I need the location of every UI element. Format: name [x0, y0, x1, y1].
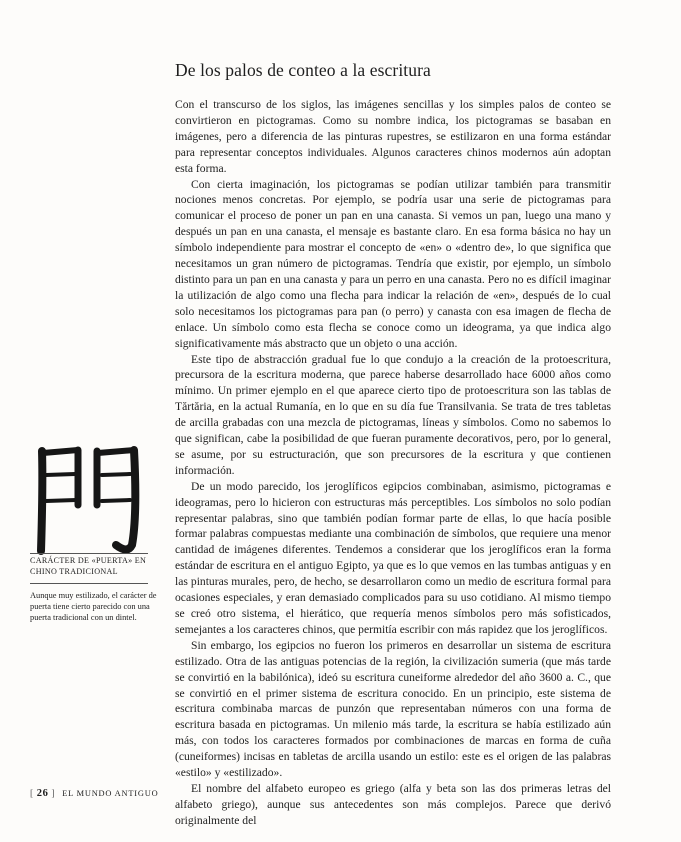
caption-divider	[30, 553, 148, 554]
paragraph: Con cierta imaginación, los pictogramas se podían utilizar también para transmitir nociones menos concretas. Por ejemplo, se podría usar una serie de pictogramas para comunicar el proceso de poner un pan en una canasta. Si vemos un pan, luego una mano y después un pan en una canasta, el mensaje es bastante claro. En esa forma básica no hay un símbolo independiente para mostrar el concepto de «en» o «dentro de», lo que significa que necesitamos un gran número de pictogramas. Tendría que existir, por ejemplo, un símbolo distinto para un pan en una canasta y para un perro en una canasta. Pero no es difícil imaginar la utilización de algo como una flecha para indicar la relación de «en», después de lo cual solo necesitamos los pictogramas para pan (o perro) y canasta con esa imagen de flecha de enlace. Un símbolo como esta flecha se conoce como un ideograma, ya que indica algo significativamente más abstracto que un objeto o una acción.	[175, 177, 611, 350]
paragraph: El nombre del alfabeto europeo es griego (alfa y beta son las dos primeras letras del alfabeto griego), aunque sus antecedentes son más complejos. Parece que derivó originalmente del	[175, 781, 611, 827]
paragraph: Con el transcurso de los siglos, las imágenes sencillas y los simples palos de conteo se convirtieron en pictogramas. Como su nombre indica, los pictogramas se basaban en imágenes, pero a diferencia de las pinturas rupestres, se estilizaron en una forma estándar para representar conceptos individuales. Algunos caracteres chinos modernos aún adoptan esta forma.	[175, 98, 611, 175]
paragraph: Este tipo de abstracción gradual fue lo que condujo a la creación de la protoescritura, precursora de la escritura moderna, que parece haberse desarrollado hace 6000 años como mínimo. Un primer ejemplo en el que aparece cierto tipo de protoescritura son las tablas de Tărtăria, en la actual Rumanía, en lo que en su día fue Transilvania. Se trata de tres tabletas de arcilla grabadas con una mezcla de pictogramas, líneas y símbolos. Como no sabemos lo que significan, cabe la posibilidad de que fueran puramente decorativos, pero, por lo general, se asume, por su estructuración, que son precursores de la escritura y que contienen información.	[175, 352, 611, 477]
caption-divider	[30, 583, 148, 584]
running-title: EL MUNDO ANTIGUO	[62, 789, 159, 798]
page-footer	[30, 788, 158, 799]
caption-title: CARÁCTER DE «PUERTA» EN CHINO TRADICIONAL	[30, 556, 147, 576]
page-number-bracket: ]	[51, 789, 56, 799]
section-title: De los palos de conteo a la escritura	[175, 60, 431, 80]
page-number: 26	[36, 788, 49, 799]
paragraph: De un modo parecido, los jeroglíficos egipcios combinaban, asimismo, pictogramas e ideogramas, pero lo hicieron con estructuras más perceptibles. Los símbolos no solo podían representar palabras, sino que también podían formar parte de ellas, lo que hacía posible formar palabras compuestas mediante una combinación de símbolos, que requiere una menor cantidad de imágenes diferentes. Tendemos a considerar que los jeroglíficos eran la forma estándar de escritura en el antiguo Egipto, ya que es lo que vemos en las tumbas antiguas y en las pinturas murales, pero, de hecho, se desarrollaron como un medio de escritura formal para ocasiones especiales, y eran demasiado complicados para su uso cotidiano. Al mismo tiempo se creó otro sistema, el hierático, que requería menos símbolos pero más sofisticados, semejantes a los caracteres chinos, que permitía escribir con más rapidez que los jeroglíficos.	[175, 479, 611, 636]
body-text	[175, 97, 611, 829]
paragraph: Sin embargo, los egipcios no fueron los primeros en desarrollar un sistema de escritura estilizado. Otra de las antiguas potencias de la región, la civilización sumeria (que más tarde se convirtió en la babilónica), ideó su escritura cuneiforme alrededor del año 3600 a. C., que se convirtió en el primer sistema de escritura conocido. En un principio, este sistema de escritura combinaba marcas de punzón que representaban números con una forma de escritura basada en pictogramas. Un milenio más tarde, la escritura se había estilizado aún más, con todos los caracteres formados por combinaciones de marcas en forma de cuña (cuneiformes) incisas en tabletas de arcilla usando un estilo: este es el origen de las palabras «estilo» y «estilizado».	[175, 638, 611, 780]
caption-text: Aunque muy estilizado, el carácter de puerta tiene cierto parecido con una puerta tradicional con un dintel.	[30, 591, 157, 622]
chinese-door-character-image	[30, 443, 148, 557]
page-number-bracket: [	[30, 789, 34, 799]
